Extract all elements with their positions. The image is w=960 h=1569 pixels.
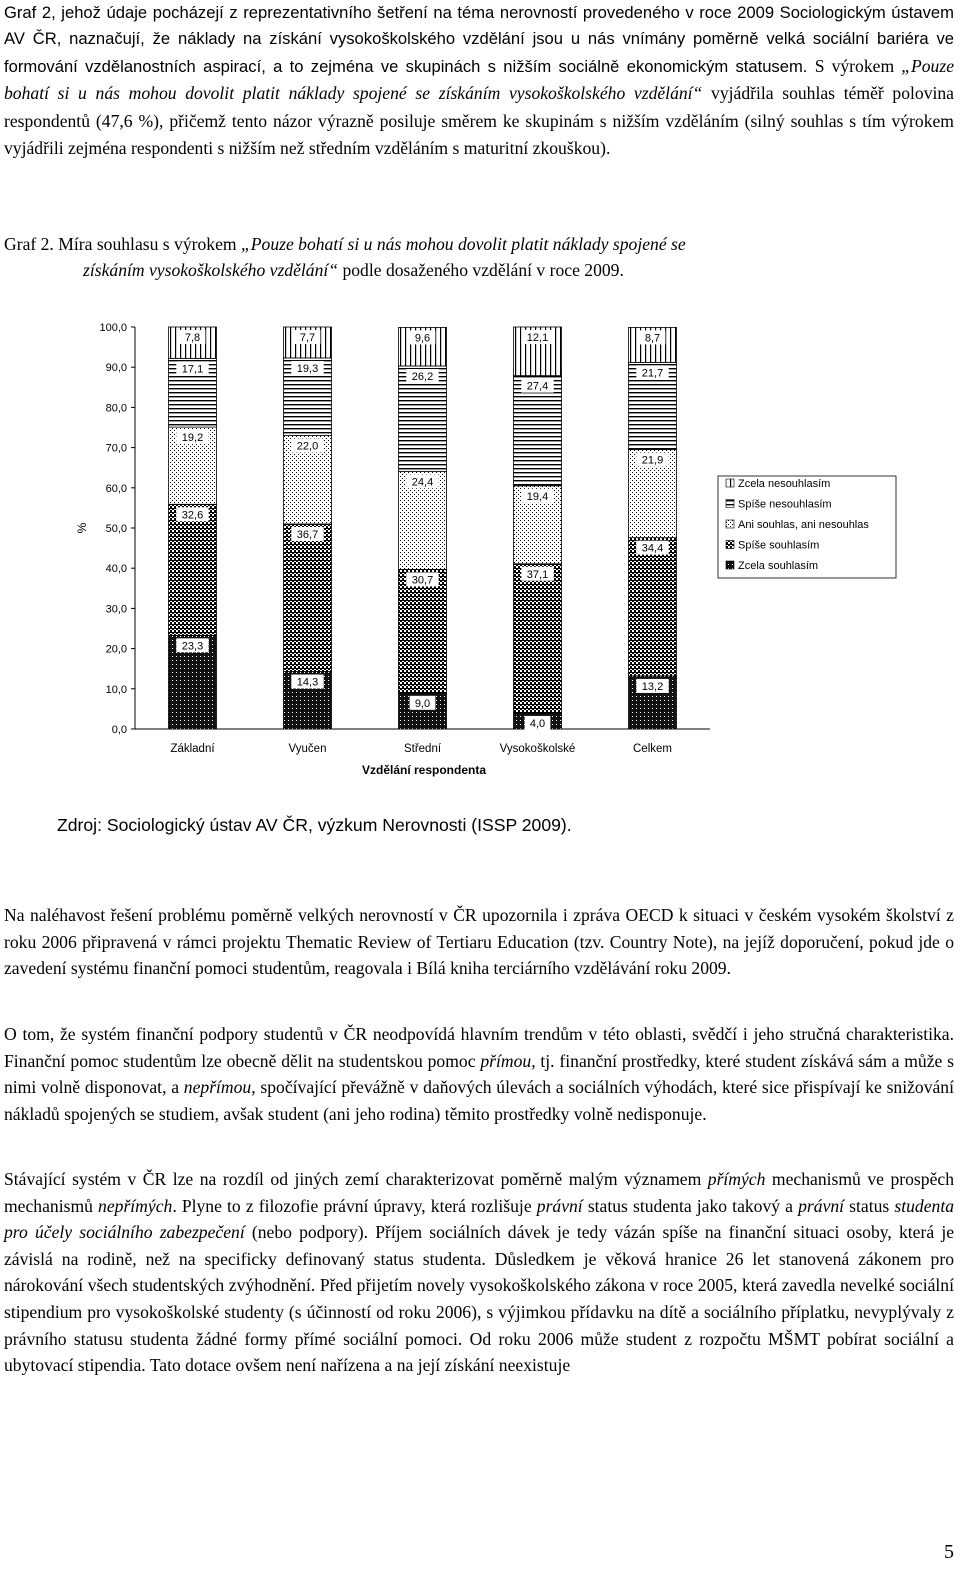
- legend-swatch: [726, 541, 734, 549]
- bar-vysokoskolske-spise-souhlasim: [514, 564, 562, 713]
- data-label: 4,0: [529, 717, 546, 730]
- legend-swatch: [726, 561, 734, 569]
- data-label: 24,4: [411, 476, 434, 489]
- data-label: 26,2: [411, 370, 434, 383]
- data-label: 32,6: [181, 509, 204, 522]
- paragraph-current-system: Stávající systém v ČR lze na rozdíl od jiných zemí charakterizovat poměrně malým významem přímých mechanismů ve prospěch mechanismů nepřímých. Plyne to z filozofie právní úpravy, která rozlišuje právní status studenta jako takový a právní status studenta pro účely sociálního zabezpečení (nebo podpory). Příjem sociálních dávek je tedy vázán spíše na finanční situaci osoby, která je závislá na rodině, než na specificky definovaný status studenta. Důsledkem je věková hranice 26 let stanovená zákonem pro nárokování všech studentských zvýhodnění. Před přijetím novely vysokoškolského zákona v roce 2005, která zavedla nevelké sociální stipendium pro vysokoškolské studenty (s účinností od roku 2006), s výjimkou přídavku na dítě a sociálního příplatku, nevyplývaly z právního statusu studenta žádné formy přímé sociální pomoci. Od roku 2006 může student z rozpočtu MŠMT pobírat sociální a ubytovací stipendia. Tato dotace ovšem není nařízena a na její získání neexistuje: [4, 1169, 955, 1376]
- intro-paragraph: Graf 2, jehož údaje pocházejí z reprezentativního šetření na téma nerovností provedeného v roce 2009 Sociologickým ústavem AV ČR, naznačují, že náklady na získání vysokoškolského vzdělání jsou u nás vnímány poměrně velká sociální bariéra ve formování vzdělanostních aspirací, a to zejména ve skupinách s nižším sociálně ekonomickým statusem. S výrokem „Pouze bohatí si u nás mohou dovolit platit náklady spojené se získáním vysokoškolského vzdělání“ vyjádřila souhlas téměř polovina respondentů (47,6 %), přičemž tento názor výrazně posiluje směrem ke skupinám s nižším vzděláním (silný souhlas s tím výrokem vyjádřili zejména respondenti s nižším než středním vzděláním s maturitní zkouškou).: [4, 3, 954, 159]
- data-label: 34,4: [641, 542, 664, 555]
- figure-caption: Graf 2. Míra souhlasu s výrokem „Pouze bohatí si u nás mohou dovolit platit náklady spojené se získáním vysokoškolského vzdělání“ podle dosaženého vzdělání v roce 2009.: [4, 234, 686, 280]
- data-label: 30,7: [411, 574, 434, 587]
- data-label: 7,7: [299, 332, 316, 344]
- data-label: 17,1: [181, 363, 204, 376]
- y-tick-label: 0,0: [111, 724, 127, 736]
- data-label: 23,3: [181, 640, 204, 653]
- data-label: 12,1: [526, 332, 549, 344]
- legend-label: Spíše nesouhlasím: [738, 498, 832, 511]
- chart-legend: [718, 476, 896, 578]
- x-category-label: Základní: [170, 743, 215, 755]
- page-number: 5: [944, 1541, 954, 1563]
- paragraph-oecd: Na naléhavost řešení problému poměrně velkých nerovností v ČR upozornila i zpráva OECD k situaci v českém vysokém školství z roku 2006 připravená v rámci projektu Thematic Review of Tertiaru Education (tzv. Country Note), na jejíž doporučení, pokud jde o zavedení systému finanční pomoci studentům, reagovala i Bílá kniha terciárního vzdělávání roku 2009.: [4, 905, 954, 979]
- data-label: 14,3: [296, 676, 319, 689]
- x-category-label: Střední: [403, 743, 442, 755]
- bar-stredni-spise-souhlasim: [399, 569, 447, 692]
- quote-statement: „Pouze bohatí si u nás mohou dovolit platit náklady spojené se získáním vysokoškolského vzdělání“: [4, 55, 954, 104]
- source-note: Zdroj: Sociologický ústav AV ČR, výzkum Nerovnosti (ISSP 2009).: [57, 815, 572, 835]
- x-category-label: Vyučen: [288, 743, 327, 755]
- bar-celkem-spise-souhlasim: [629, 538, 677, 676]
- y-tick-label: 40,0: [105, 563, 127, 576]
- data-label: 19,4: [526, 490, 549, 503]
- y-tick-label: 70,0: [105, 442, 127, 455]
- data-label: 19,3: [296, 362, 319, 375]
- data-label: 7,8: [184, 332, 201, 344]
- data-label: 19,2: [181, 432, 204, 445]
- data-label: 37,1: [526, 568, 549, 581]
- x-category-label: Celkem: [633, 743, 672, 755]
- y-tick-label: 80,0: [105, 402, 127, 415]
- legend-swatch: [726, 520, 734, 528]
- data-label: 13,2: [641, 680, 664, 693]
- stacked-bar-chart: [0, 300, 960, 790]
- legend-label: Ani souhlas, ani nesouhlas: [738, 519, 869, 531]
- legend-swatch: [726, 479, 734, 487]
- data-label: 21,9: [641, 454, 664, 467]
- data-label: 27,4: [526, 380, 549, 393]
- bar-vyucen-spise-souhlasim: [284, 524, 332, 672]
- data-label: 36,7: [296, 528, 319, 541]
- y-tick-label: 20,0: [105, 643, 127, 656]
- y-tick-label: 50,0: [105, 523, 127, 535]
- data-label: 9,0: [414, 697, 431, 710]
- y-tick-label: 100,0: [99, 322, 127, 334]
- legend-label: Spíše souhlasím: [738, 539, 820, 552]
- y-axis-label: %: [75, 522, 89, 534]
- paragraph-financial-support: O tom, že systém finanční podpory studentů v ČR neodpovídá hlavním trendům v této oblasti, svědčí i jeho stručná charakteristika. Finanční pomoc studentům lze obecně dělit na studentskou pomoc přímou, tj. finanční prostředky, které student získává sám a může s nimi volně disponovat, a nepřímou, spočívající převážně v daňových úlevách a sociálních výhodách, které sice přispívají ke snižování nákladů spojených se studiem, avšak student (ani jeho rodina) těmito prostředky volně nedisponuje.: [4, 1024, 954, 1124]
- x-axis-label: Vzdělání respondenta: [361, 763, 487, 777]
- data-label: 21,7: [641, 367, 664, 380]
- data-label: 9,6: [414, 332, 431, 345]
- y-tick-label: 60,0: [105, 482, 127, 495]
- legend-swatch: [726, 500, 734, 508]
- legend-label: Zcela souhlasím: [738, 560, 819, 572]
- data-label: 8,7: [644, 332, 661, 345]
- legend-label: Zcela nesouhlasím: [738, 478, 831, 490]
- y-tick-label: 10,0: [105, 683, 127, 696]
- x-category-label: Vysokoškolské: [499, 743, 576, 755]
- data-label: 22,0: [296, 440, 319, 453]
- y-tick-label: 90,0: [105, 362, 127, 375]
- bar-zakladni-spise-souhlasim: [169, 504, 217, 635]
- y-tick-label: 30,0: [105, 603, 127, 616]
